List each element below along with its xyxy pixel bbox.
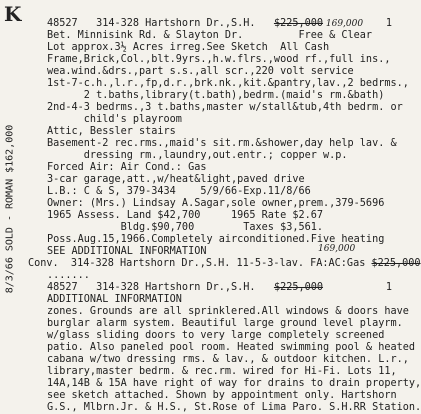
listing-1-basement-2: dressing rm.,laundry,out.entr.; copper w.p. (47, 150, 348, 161)
conv-price: $225,000 (371, 258, 421, 269)
sold-side-note (2, 94, 18, 324)
sold-side-note-text: 8/3/66 SOLD - ROMAN $162,000 (4, 124, 16, 294)
listing-2-price: $225,000 (273, 282, 324, 293)
corner-mark: K (4, 2, 22, 26)
listing-2-header: 48527 314-328 Hartshorn Dr.,S.H. $225,000 (47, 282, 324, 293)
listing-1-assessment: 1965 Assess. Land $42,700 1965 Rate $2.67 (47, 210, 324, 221)
dotted-separator: ....... (47, 270, 90, 281)
conv-handwritten-price: 169,000 (318, 244, 356, 254)
listing-1-page-number: 1 (385, 18, 392, 29)
listing-2-text-5: cabana w/two dressing rms. & lav., & outdoor kitchen. L.r., (47, 354, 409, 365)
listing-1-garage: 3-car garage,att.,w/heat&light,paved drive (47, 174, 305, 185)
listing-1-location: Bet. Minnisink Rd. & Slayton Dr. Free & Clear (47, 30, 373, 41)
listing-2-text-9: G.S., Mlbrn.Jr. & H.S., St.Rose of Lima Paro. S.H.RR Station. (47, 402, 421, 413)
listing-1-first-floor-2: 2 t.baths,library(t.bath),bedrm.(maid's rm.&bath) (47, 90, 385, 101)
listing-1-listing-broker: L.B.: C & S, 379-3434 5/9/66-Exp.11/8/66 (47, 186, 311, 197)
listing-2-page-number: 1 (385, 282, 392, 293)
listing-1-construction-2: wea.wind.&drs.,part s.s.,all scr.,220 volt service (47, 66, 354, 77)
listing-1-heating: Forced Air: Air Cond.: Gas (47, 162, 207, 173)
listing-1-basement: Basement-2 rec.rms.,maid's sit.rm.&shower,day help lav. & (47, 138, 397, 149)
listing-2-text-2: burglar alarm system. Beautiful large ground level playrm. (47, 318, 403, 329)
listing-1-second-floor: 2nd-4-3 bedrms.,3 t.baths,master w/stall&tub,4th bedrm. or (47, 102, 403, 113)
conv-summary-line: Conv. 314-328 Hartshorn Dr.,S.H. 11-5-3-lav. FA:AC:Gas $225,000 (28, 258, 421, 269)
listing-2-text-1: zones. Grounds are all sprinklered.All windows & doors have (47, 306, 409, 317)
listing-2-text-3: w/glass sliding doors to very large completely screened (47, 330, 385, 341)
listing-1-lot: Lot approx.3½ Acres irreg.See Sketch All Cash (47, 42, 330, 53)
listing-1-handwritten-price: 169,000 (323, 19, 364, 29)
listing-2-text-7: 14A,14B & 15A have right of way for drains to drain property, (47, 378, 421, 389)
listing-2-section-title: ADDITIONAL INFORMATION (47, 294, 182, 305)
listing-1-see-additional: SEE ADDITIONAL INFORMATION (47, 246, 207, 257)
listing-1-owner: Owner: (Mrs.) Lindsay A.Sagar,sole owner,prem.,379-5696 (47, 198, 385, 209)
listing-1-first-floor: 1st-7-c.h.,l.r.,fp,d.r.,brk.nk.,kit.&pantry,lav.,2 bedrms., (47, 78, 409, 89)
listing-1-possession: Poss.Aug.15,1966.Completely airconditioned.Five heating (47, 234, 385, 245)
listing-1-header: 48527 314-328 Hartshorn Dr.,S.H. $225,000 169,000 (47, 18, 364, 29)
listing-2-text-6: library,master bedrm. & rec.rm. wired for Hi-Fi. Lots 11, (47, 366, 397, 377)
listing-1-construction: Frame,Brick,Col.,blt.9yrs.,h.w.flrs.,wood rf.,full ins., (47, 54, 391, 65)
listing-1-price: $225,000 (273, 18, 324, 29)
listing-1-attic: Attic, Bessler stairs (47, 126, 176, 137)
listing-1-assessment-2: Bldg.$90,700 Taxes $3,561. (47, 222, 324, 233)
listing-2-text-8: see sketch attached. Shown by appointment only. Hartshorn (47, 390, 397, 401)
listing-2-text-4: patio. Also paneled pool room. Heated swimming pool & heated (47, 342, 416, 353)
listing-1-second-floor-2: child's playroom (47, 114, 182, 125)
